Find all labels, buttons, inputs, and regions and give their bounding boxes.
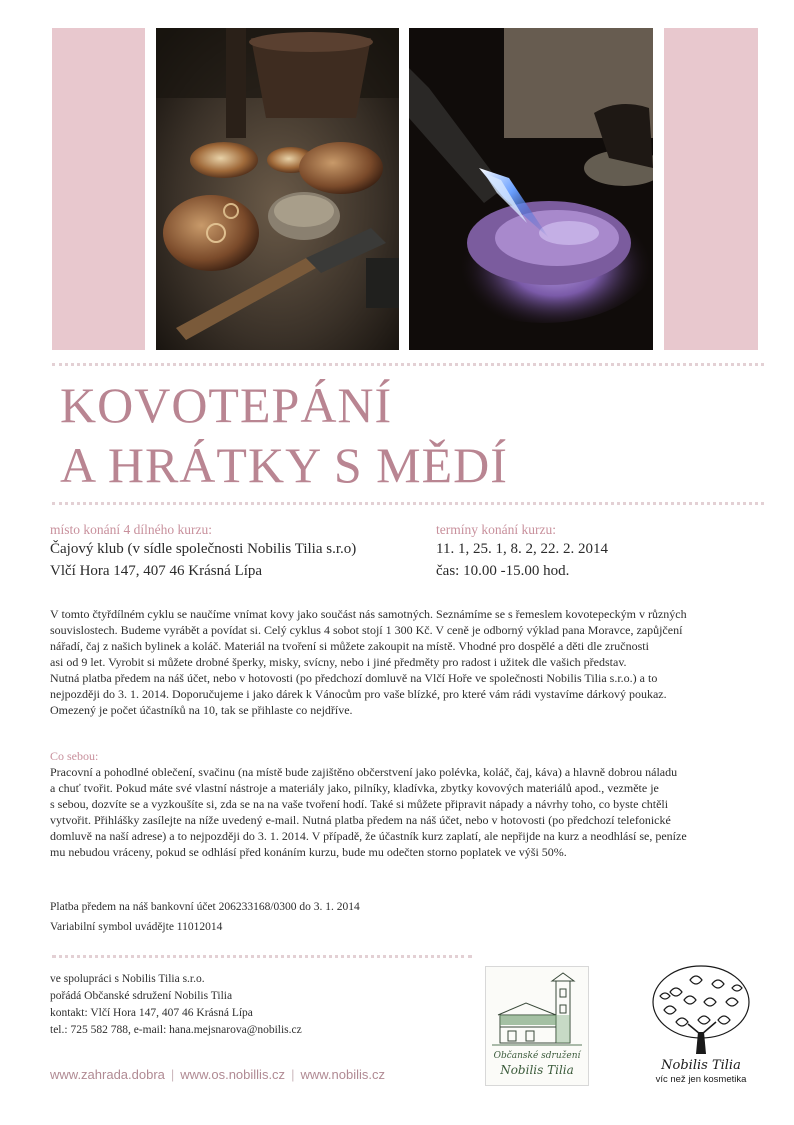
bring-line: vytvořit. Přihlášky zasílejte na níže uvedený e-mail. Nutná platba předem na náš účet, nebo v hotovosti (po předchozí telefonické xyxy=(50,813,671,827)
payment-info xyxy=(50,899,762,936)
website-separator: | xyxy=(170,1067,175,1082)
divider-bottom xyxy=(52,955,472,958)
payment-account: Platba předem na náš bankovní účet 206233168/0300 do 3. 1. 2014 xyxy=(50,901,360,913)
contact-block xyxy=(50,971,470,1039)
logo-nobilis-name: Nobilis Tilia xyxy=(661,1058,741,1073)
intro-line: souvislostech. Budeme vyrábět a povídat si. Celý cyklus 4 sobot stojí 1 300 Kč. V ceně je odborný výklad pana Moravce, zapůjčení xyxy=(50,623,683,637)
logo-nobilis-tilia xyxy=(640,962,762,1088)
logo-nobilis-tagline: víc než jen kosmetika xyxy=(655,1074,747,1085)
intro-line: nářadí, čaj z našich bylinek a koláč. Materiál na tvoření si můžete zakoupit na místě. Vhodné pro dospělé a děti dle zručnosti xyxy=(50,639,649,653)
intro-line: nejpozději do 3. 1. 2014. Doporučujeme i jako dárek k Vánocům pro vaše blízké, pro které vám rádi vystavíme dárkový poukaz. xyxy=(50,687,667,701)
bring-line: domluvě na naší adrese) a to nejpozději do 3. 1. 2014. V případě, že účastník kurz zaplatí, ale nepřijde na kurz a neodhlásí se, peníze xyxy=(50,829,687,843)
venue-name: Čajový klub (v sídle společnosti Nobilis Tilia s.r.o) xyxy=(50,541,357,557)
bring-line: a chuť tvořit. Pokud máte své vlastní nástroje a materiály jako, pilníky, kladívka, zbytky kovových materiálů apod., vezměte je xyxy=(50,781,659,795)
dates-time: čas: 10.00 -15.00 hod. xyxy=(436,563,570,579)
title-line-2: A HRÁTKY S MĚDÍ xyxy=(60,437,508,493)
intro-line: V tomto čtyřdílném cyklu se naučíme vnímat kovy jako součást nás samotných. Seznámíme se s řemeslem kovotepeckým v různých xyxy=(50,607,687,621)
bring-label: Co sebou: xyxy=(50,749,99,763)
intro-line: Omezený je počet účastníků na 10, tak se přihlaste co nejdříve. xyxy=(50,703,353,717)
contact-organizer: pořádá Občanské sdružení Nobilis Tilia xyxy=(50,990,233,1002)
website-separator: | xyxy=(291,1067,295,1082)
venue-label: místo konání 4 dílného kurzu: xyxy=(50,522,212,537)
bring-line: Pracovní a pohodlné oblečení, svačinu (na místě bude zajištěno občerstvení jako polévka, koláč, čaj, káva) a hlavně dobrou náladu xyxy=(50,765,678,779)
dates-list: 11. 1, 25. 1, 8. 2, 22. 2. 2014 xyxy=(436,541,608,557)
payment-variable-symbol: Variabilní symbol uvádějte 11012014 xyxy=(50,921,223,933)
photo-copper-bowls-drawing xyxy=(156,28,399,350)
websites-row xyxy=(50,1067,385,1082)
intro-line: asi od 9 let. Vyrobit si můžete drobné šperky, misky, svícny, nebo i jiné předměty pro radost i užitek dle vašich představ. xyxy=(50,655,627,669)
website-link-zahrada[interactable]: www.zahrada.dobra xyxy=(50,1067,165,1082)
website-link-os[interactable]: www.os.nobillis.cz xyxy=(180,1067,286,1082)
logo-obcanske-line2: Nobilis Tilia xyxy=(500,1063,574,1077)
dates-label: termíny konání kurzu: xyxy=(436,522,556,537)
bring-section xyxy=(50,748,762,860)
intro-line: Nutná platba předem na náš účet, nebo v hotovosti (po předchozí domluvě na Vlčí Hoře ve společnosti Nobilis Tilia s.r.o.) a to xyxy=(50,671,658,685)
tower-sketch-icon xyxy=(486,971,588,1051)
logo-obcanske-sdruzeni xyxy=(485,966,589,1086)
contact-phone-email: tel.: 725 582 788, e-mail: hana.mejsnarova@nobilis.cz xyxy=(50,1024,302,1036)
dates-block xyxy=(436,522,756,582)
divider-middle xyxy=(52,502,764,505)
venue-block xyxy=(50,522,410,582)
venue-address: Vlčí Hora 147, 407 46 Krásná Lípa xyxy=(50,563,263,579)
bring-line: s sebou, dozvíte se a vyzkoušíte si, zda se na na vaše tvoření hodí. Také si můžete připravit nápady a návrhy toho, co byste chtěli xyxy=(50,797,669,811)
logo-obcanske-line1: Občanské sdružení xyxy=(493,1051,581,1061)
intro-paragraph xyxy=(50,606,762,718)
linden-tree-icon xyxy=(640,962,762,1056)
pink-panel-right xyxy=(664,28,758,350)
photo-torch-flame-drawing xyxy=(409,28,653,350)
website-link-nobilis[interactable]: www.nobilis.cz xyxy=(300,1067,385,1082)
title-line-1: KOVOTEPÁNÍ xyxy=(60,377,393,433)
contact-address: kontakt: Vlčí Hora 147, 407 46 Krásná Lípa xyxy=(50,1007,253,1019)
photo-torch-flame xyxy=(409,28,653,350)
contact-cooperation: ve spolupráci s Nobilis Tilia s.r.o. xyxy=(50,973,205,985)
photo-copper-bowls xyxy=(156,28,399,350)
bring-line: mu nebudou vráceny, pokud se odhlásí před konáním kurzu, bude mu odečten storno poplatek ve výši 50%. xyxy=(50,845,567,859)
pink-panel-left xyxy=(52,28,145,350)
divider-top xyxy=(52,363,764,366)
